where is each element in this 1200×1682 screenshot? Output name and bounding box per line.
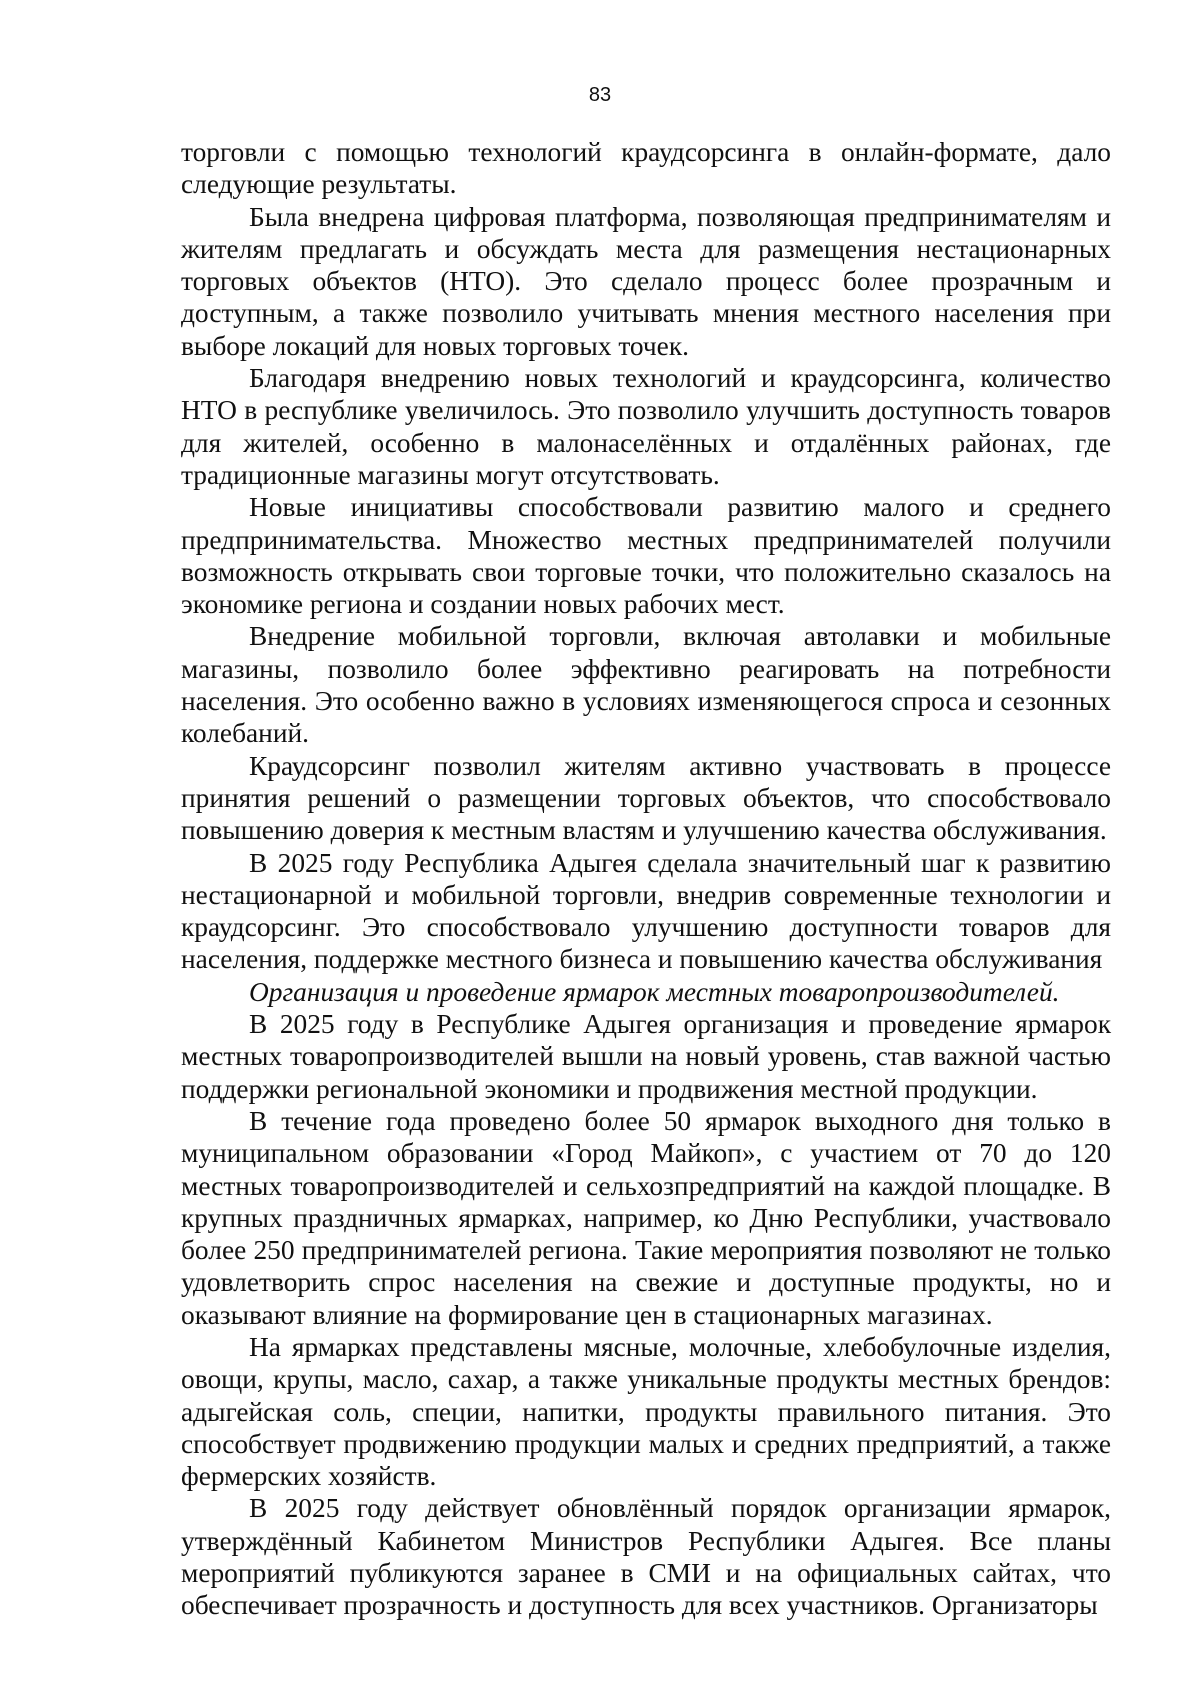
page-number: 83 bbox=[588, 84, 612, 106]
paragraph: В течение года проведено более 50 ярмарок выходного дня только в муниципальном образовании «Город Майкоп», с участием от 70 до 120 местных товаропроизводителей и сельхозпредприятий на каждой площадке. В крупных праздничных ярмарках, например, ко Дню Республики, участвовало более 250 предпринимателей региона. Такие мероприятия позволяют не только удовлетворить спрос населения на свежие и доступные продукты, но и оказывают влияние на формирование цен в стационарных магазинах. bbox=[181, 1105, 1111, 1330]
paragraph: Новые инициативы способствовали развитию малого и среднего предпринимательства. Множество местных предпринимателей получили возможность открывать свои торговые точки, что положительно сказалось на экономике региона и создании новых рабочих мест. bbox=[181, 492, 1111, 620]
section-heading: Организация и проведение ярмарок местных товаропроизводителей. bbox=[249, 976, 1060, 1007]
paragraph: В 2025 году в Республике Адыгея организация и проведение ярмарок местных товаропроизводителей вышли на новый уровень, став важной частью поддержки региональной экономики и продвижения местной продукции. bbox=[181, 1009, 1111, 1104]
paragraph: Внедрение мобильной торговли, включая автолавки и мобильные магазины, позволило более эффективно реагировать на потребности населения. Это особенно важно в условиях изменяющегося спроса и сезонных колебаний. bbox=[181, 621, 1111, 749]
paragraph: На ярмарках представлены мясные, молочные, хлебобулочные изделия, овощи, крупы, масло, сахар, а также уникальные продукты местных брендов: адыгейская соль, специи, напитки, продукты правильного питания. Это способствует продвижению продукции малых и средних предприятий, а также фермерских хозяйств. bbox=[181, 1331, 1111, 1492]
paragraph: Краудсорсинг позволил жителям активно участвовать в процессе принятия решений о размещении торговых объектов, что способствовало повышению доверия к местным властям и улучшению качества обслуживания. bbox=[181, 750, 1111, 846]
paragraph: Была внедрена цифровая платформа, позволяющая предпринимателям и жителям предлагать и обсуждать места для размещения нестационарных торговых объектов (НТО). Это сделало процесс более прозрачным и доступным, а также позволило учитывать мнения местного населения при выборе локаций для новых торговых точек. bbox=[181, 201, 1111, 361]
paragraph: В 2025 году Республика Адыгея сделала значительный шаг к развитию нестационарной и мобильной торговли, внедрив современные технологии и краудсорсинг. Это способствовало улучшению доступности товаров для населения, поддержке местного бизнеса и повышению качества обслуживания bbox=[181, 847, 1111, 975]
document-body bbox=[181, 136, 1111, 1622]
paragraph: торговли с помощью технологий краудсорсинга в онлайн-формате, дало следующие результаты. bbox=[181, 137, 1111, 200]
paragraph: Благодаря внедрению новых технологий и краудсорсинга, количество НТО в республике увеличилось. Это позволило улучшить доступность товаров для жителей, особенно в малонаселённых и отдалённых районах, где традиционные магазины могут отсутствовать. bbox=[181, 363, 1111, 490]
paragraph: В 2025 году действует обновлённый порядок организации ярмарок, утверждённый Кабинетом Министров Республики Адыгея. Все планы мероприятий публикуются заранее в СМИ и на официальных сайтах, что обеспечивает прозрачность и доступность для всех участников. Организаторы bbox=[181, 1493, 1111, 1621]
